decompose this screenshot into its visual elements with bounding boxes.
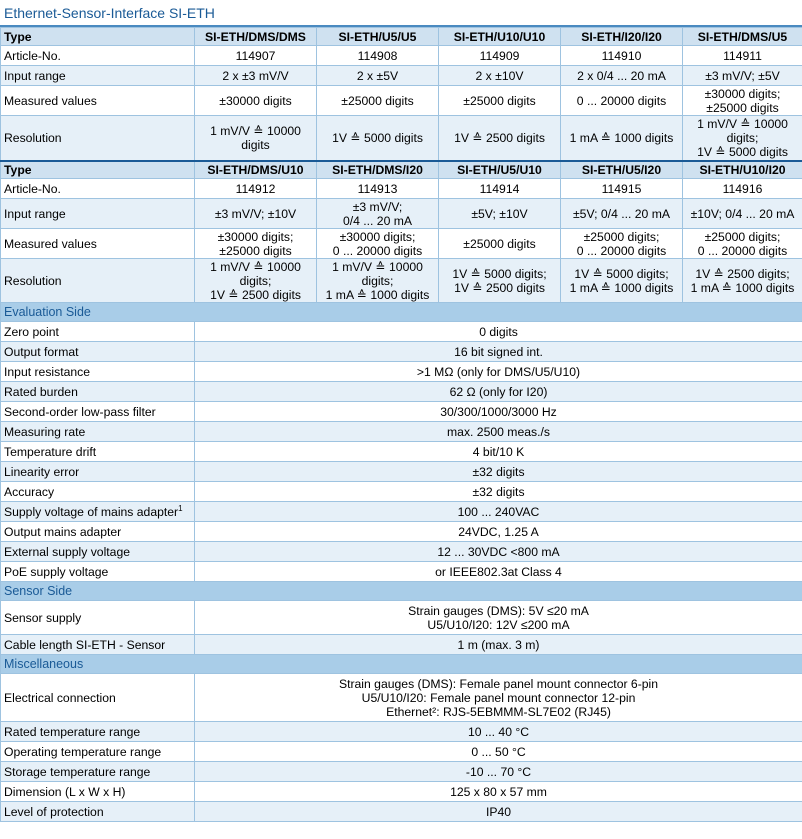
cell-line: digits; xyxy=(361,273,394,288)
row-value xyxy=(683,259,802,303)
cell-line: 114913 xyxy=(357,181,398,196)
spec-row xyxy=(1,382,802,402)
row-value xyxy=(195,802,802,822)
spec-row xyxy=(1,502,802,522)
cell-line: 62 Ω (only for I20) xyxy=(449,384,548,399)
section-title: Sensor Side xyxy=(1,582,802,601)
row-value xyxy=(195,674,802,722)
spec-row xyxy=(1,802,802,822)
cell-line: ±30000 digits; xyxy=(217,229,294,244)
row-label xyxy=(1,322,195,342)
row-value xyxy=(317,179,439,199)
cell-line: 114912 xyxy=(235,181,276,196)
spec-row xyxy=(1,259,802,303)
row-value xyxy=(683,46,802,66)
spec-row xyxy=(1,322,802,342)
spec-row xyxy=(1,722,802,742)
row-value xyxy=(195,86,317,116)
cell-line: ±25000 digits xyxy=(463,93,536,108)
row-label: Article-No. xyxy=(1,179,195,199)
cell-line: 114916 xyxy=(722,181,763,196)
type-label: Type xyxy=(1,28,195,46)
cell-line: Ethernet²: RJS-5EBMMM-SL7E02 (RJ45) xyxy=(386,704,611,719)
cell-line: digits xyxy=(241,137,270,152)
cell-line: 125 x 80 x 57 mm xyxy=(450,784,547,799)
row-label xyxy=(1,802,195,822)
cell-line: 30/300/1000/3000 Hz xyxy=(440,404,557,419)
spec-row xyxy=(1,542,802,562)
cell-line: 100 ... 240VAC xyxy=(457,504,540,519)
row-label: Measured values xyxy=(1,229,195,259)
spec-row xyxy=(1,442,802,462)
row-value xyxy=(683,229,802,259)
spec-row xyxy=(1,46,802,66)
row-value xyxy=(195,462,802,482)
row-value xyxy=(439,116,561,161)
type-label: Type xyxy=(1,161,195,179)
type-header-row xyxy=(1,28,802,46)
spec-row xyxy=(1,635,802,655)
row-label xyxy=(1,601,195,635)
spec-row xyxy=(1,601,802,635)
spec-row xyxy=(1,562,802,582)
spec-row xyxy=(1,422,802,442)
spec-row xyxy=(1,462,802,482)
row-value xyxy=(561,86,683,116)
cell-line: 1 mA ≙ 1000 digits xyxy=(325,287,430,302)
cell-line: 114910 xyxy=(601,48,642,63)
spec-row xyxy=(1,674,802,722)
row-value xyxy=(561,46,683,66)
section-header xyxy=(1,303,802,322)
cell-line: ±25000 digits xyxy=(219,243,292,258)
row-value xyxy=(317,259,439,303)
row-value xyxy=(439,229,561,259)
cell-line: ±32 digits xyxy=(472,464,525,479)
cell-line: 1V ≙ 2500 digits xyxy=(210,287,301,302)
row-value xyxy=(317,86,439,116)
type-name: SI-ETH/U10/U10 xyxy=(439,28,561,46)
row-label xyxy=(1,635,195,655)
section-title: Miscellaneous xyxy=(1,655,802,674)
row-label xyxy=(1,462,195,482)
cell-line: 1 mV/V ≙ 10000 xyxy=(697,116,788,131)
cell-line: 0 ... 50 °C xyxy=(471,744,526,759)
cell-line: 1 m (max. 3 m) xyxy=(457,637,540,652)
row-label-text: Zero point xyxy=(4,324,59,339)
document-title: Ethernet-Sensor-Interface SI-ETH xyxy=(0,0,802,27)
row-value xyxy=(195,442,802,462)
row-label-text: Output format xyxy=(4,344,79,359)
cell-line: U5/U10/I20: 12V ≤200 mA xyxy=(427,617,570,632)
cell-line: U5/U10/I20: Female panel mount connector 12-pin xyxy=(361,690,636,705)
cell-line: 0/4 ... 20 mA xyxy=(342,213,413,228)
row-label xyxy=(1,722,195,742)
row-label-text: Measuring rate xyxy=(4,424,86,439)
spec-row xyxy=(1,522,802,542)
row-label-text: Input resistance xyxy=(4,364,91,379)
row-value xyxy=(195,229,317,259)
cell-line: 114909 xyxy=(479,48,520,63)
section-title: Evaluation Side xyxy=(1,303,802,322)
cell-line: digits; xyxy=(239,273,272,288)
row-value xyxy=(561,229,683,259)
row-value xyxy=(195,402,802,422)
cell-line: 1V ≙ 2500 digits xyxy=(454,280,545,295)
section-header xyxy=(1,655,802,674)
row-value xyxy=(317,66,439,86)
row-label xyxy=(1,382,195,402)
row-label xyxy=(1,762,195,782)
spec-row xyxy=(1,482,802,502)
cell-line: Strain gauges (DMS): Female panel mount connector 6-pin xyxy=(338,676,659,691)
row-label-text: PoE supply voltage xyxy=(4,564,109,579)
cell-line: 114908 xyxy=(357,48,398,63)
type-name: SI-ETH/U5/U5 xyxy=(317,28,439,46)
cell-line: ±3 mV/V; xyxy=(352,199,403,214)
cell-line: ±30000 digits; xyxy=(339,229,416,244)
cell-line: 1 mA ≙ 1000 digits xyxy=(569,130,674,145)
row-value xyxy=(195,502,802,522)
cell-line: ±25000 digits; xyxy=(583,229,660,244)
row-value xyxy=(317,229,439,259)
row-label xyxy=(1,402,195,422)
row-value xyxy=(195,362,802,382)
row-value xyxy=(561,66,683,86)
row-label xyxy=(1,522,195,542)
row-value xyxy=(195,782,802,802)
row-label-text: Second-order low-pass filter xyxy=(4,404,156,419)
cell-line: 0 ... 20000 digits xyxy=(576,93,667,108)
cell-line: 114915 xyxy=(601,181,642,196)
cell-line: 1V ≙ 5000 digits xyxy=(332,130,423,145)
spec-row xyxy=(1,362,802,382)
footnote-marker: 1 xyxy=(178,503,183,513)
cell-line: ±25000 digits xyxy=(341,93,414,108)
cell-line: 1 mA ≙ 1000 digits xyxy=(690,280,795,295)
row-value xyxy=(195,322,802,342)
row-label-text: Electrical connection xyxy=(4,690,116,705)
type-header-row xyxy=(1,161,802,179)
row-label-text: Cable length SI-ETH - Sensor xyxy=(4,637,166,652)
cell-line: ±30000 digits xyxy=(219,93,292,108)
row-value xyxy=(195,342,802,362)
spec-row xyxy=(1,402,802,422)
row-label xyxy=(1,482,195,502)
row-value xyxy=(439,179,561,199)
cell-line: 0 digits xyxy=(479,324,518,339)
cell-line: 1V ≙ 5000 digits; xyxy=(574,266,669,281)
cell-line: ±30000 digits; xyxy=(704,86,781,101)
row-value xyxy=(195,259,317,303)
spec-row xyxy=(1,742,802,762)
row-value xyxy=(317,199,439,229)
row-label: Resolution xyxy=(1,259,195,303)
type-name: SI-ETH/DMS/U5 xyxy=(683,28,802,46)
row-value xyxy=(561,179,683,199)
row-value xyxy=(195,422,802,442)
cell-line: ±5V; ±10V xyxy=(471,206,528,221)
row-value xyxy=(195,601,802,635)
row-label xyxy=(1,542,195,562)
cell-line: digits; xyxy=(726,130,759,145)
row-value xyxy=(683,66,802,86)
row-value xyxy=(195,199,317,229)
cell-line: 114911 xyxy=(723,48,762,63)
row-value xyxy=(317,46,439,66)
row-label: Input range xyxy=(1,199,195,229)
cell-line: or IEEE802.3at Class 4 xyxy=(435,564,562,579)
cell-line: 114914 xyxy=(479,181,520,196)
cell-line: ±10V; 0/4 ... 20 mA xyxy=(690,206,795,221)
row-value xyxy=(439,66,561,86)
spec-row xyxy=(1,199,802,229)
row-label xyxy=(1,342,195,362)
cell-line: 1V ≙ 2500 digits; xyxy=(695,266,790,281)
cell-line: 16 bit signed int. xyxy=(454,344,543,359)
row-value xyxy=(439,46,561,66)
spec-row xyxy=(1,229,802,259)
row-label-text: Rated burden xyxy=(4,384,78,399)
row-value xyxy=(683,116,802,161)
cell-line: ±32 digits xyxy=(472,484,525,499)
row-label-text: External supply voltage xyxy=(4,544,131,559)
type-name: SI-ETH/DMS/U10 xyxy=(195,161,317,179)
row-value xyxy=(561,116,683,161)
row-label-text: Dimension (L x W x H) xyxy=(4,784,126,799)
row-value xyxy=(195,722,802,742)
row-label xyxy=(1,742,195,762)
cell-line: 1 mV/V ≙ 10000 xyxy=(210,259,301,274)
cell-line: 2 x ±5V xyxy=(356,68,399,83)
row-value xyxy=(439,86,561,116)
cell-line: 0 ... 20000 digits xyxy=(576,243,667,258)
cell-line: max. 2500 meas./s xyxy=(447,424,550,439)
specification-table xyxy=(0,27,802,822)
row-label: Resolution xyxy=(1,116,195,161)
row-label xyxy=(1,422,195,442)
cell-line: 2 x ±3 mV/V xyxy=(222,68,289,83)
spec-row xyxy=(1,342,802,362)
spec-row xyxy=(1,179,802,199)
cell-line: 1 mV/V ≙ 10000 xyxy=(332,259,423,274)
row-label-text: Output mains adapter xyxy=(4,524,122,539)
type-name: SI-ETH/I20/I20 xyxy=(561,28,683,46)
row-value xyxy=(195,116,317,161)
cell-line: Strain gauges (DMS): 5V ≤20 mA xyxy=(408,603,589,618)
spec-row xyxy=(1,116,802,161)
cell-line: 0 ... 20000 digits xyxy=(697,243,788,258)
type-name: SI-ETH/U5/U10 xyxy=(439,161,561,179)
row-value xyxy=(683,199,802,229)
cell-line: >1 MΩ (only for DMS/U5/U10) xyxy=(416,364,581,379)
row-label xyxy=(1,562,195,582)
row-label-text: Operating temperature range xyxy=(4,744,162,759)
cell-line: 2 x ±10V xyxy=(475,68,524,83)
row-value xyxy=(683,86,802,116)
row-value xyxy=(195,482,802,502)
cell-line: 4 bit/10 K xyxy=(472,444,525,459)
row-value xyxy=(561,199,683,229)
type-name: SI-ETH/U5/I20 xyxy=(561,161,683,179)
row-label xyxy=(1,362,195,382)
row-label: Input range xyxy=(1,66,195,86)
row-label xyxy=(1,782,195,802)
row-label-text: Temperature drift xyxy=(4,444,97,459)
cell-line: IP40 xyxy=(485,804,512,819)
row-value xyxy=(439,199,561,229)
row-value xyxy=(195,762,802,782)
cell-line: 1 mA ≙ 1000 digits xyxy=(569,280,674,295)
row-value xyxy=(683,179,802,199)
row-value xyxy=(195,46,317,66)
cell-line: ±25000 digits; xyxy=(704,229,781,244)
cell-line: 1V ≙ 2500 digits xyxy=(454,130,545,145)
row-value xyxy=(195,522,802,542)
row-label xyxy=(1,674,195,722)
type-name: SI-ETH/DMS/I20 xyxy=(317,161,439,179)
row-label: Article-No. xyxy=(1,46,195,66)
row-value xyxy=(195,635,802,655)
row-value xyxy=(195,742,802,762)
row-value xyxy=(195,179,317,199)
cell-line: 10 ... 40 °C xyxy=(467,724,530,739)
row-value xyxy=(195,562,802,582)
cell-line: 12 ... 30VDC <800 mA xyxy=(437,544,560,559)
cell-line: 1V ≙ 5000 digits xyxy=(697,144,788,159)
row-label-text: Storage temperature range xyxy=(4,764,151,779)
spec-row xyxy=(1,86,802,116)
row-value xyxy=(439,259,561,303)
cell-line: 114907 xyxy=(235,48,276,63)
type-name: SI-ETH/U10/I20 xyxy=(683,161,802,179)
cell-line: 0 ... 20000 digits xyxy=(332,243,423,258)
cell-line: ±25000 digits xyxy=(706,100,779,115)
cell-line: ±5V; 0/4 ... 20 mA xyxy=(572,206,670,221)
spec-row xyxy=(1,762,802,782)
row-value xyxy=(195,66,317,86)
row-label-text: Linearity error xyxy=(4,464,80,479)
cell-line: 24VDC, 1.25 A xyxy=(458,524,539,539)
cell-line: 1 mV/V ≙ 10000 xyxy=(210,123,301,138)
row-value xyxy=(195,382,802,402)
row-label-text: Sensor supply xyxy=(4,610,82,625)
row-label: Measured values xyxy=(1,86,195,116)
row-label-text: Accuracy xyxy=(4,484,55,499)
row-value xyxy=(317,116,439,161)
cell-line: 2 x 0/4 ... 20 mA xyxy=(577,68,666,83)
row-label-text: Level of protection xyxy=(4,804,104,819)
row-label xyxy=(1,502,195,522)
cell-line: -10 ... 70 °C xyxy=(465,764,532,779)
cell-line: ±3 mV/V; ±10V xyxy=(214,206,297,221)
row-label xyxy=(1,442,195,462)
cell-line: ±3 mV/V; ±5V xyxy=(705,68,780,83)
section-header xyxy=(1,582,802,601)
row-label-text: Supply voltage of mains adapter xyxy=(4,505,179,520)
spec-row xyxy=(1,66,802,86)
spec-row xyxy=(1,782,802,802)
row-label-text: Rated temperature range xyxy=(4,724,141,739)
row-value xyxy=(195,542,802,562)
row-value xyxy=(561,259,683,303)
cell-line: 1V ≙ 5000 digits; xyxy=(452,266,547,281)
cell-line: ±25000 digits xyxy=(463,236,536,251)
type-name: SI-ETH/DMS/DMS xyxy=(195,28,317,46)
